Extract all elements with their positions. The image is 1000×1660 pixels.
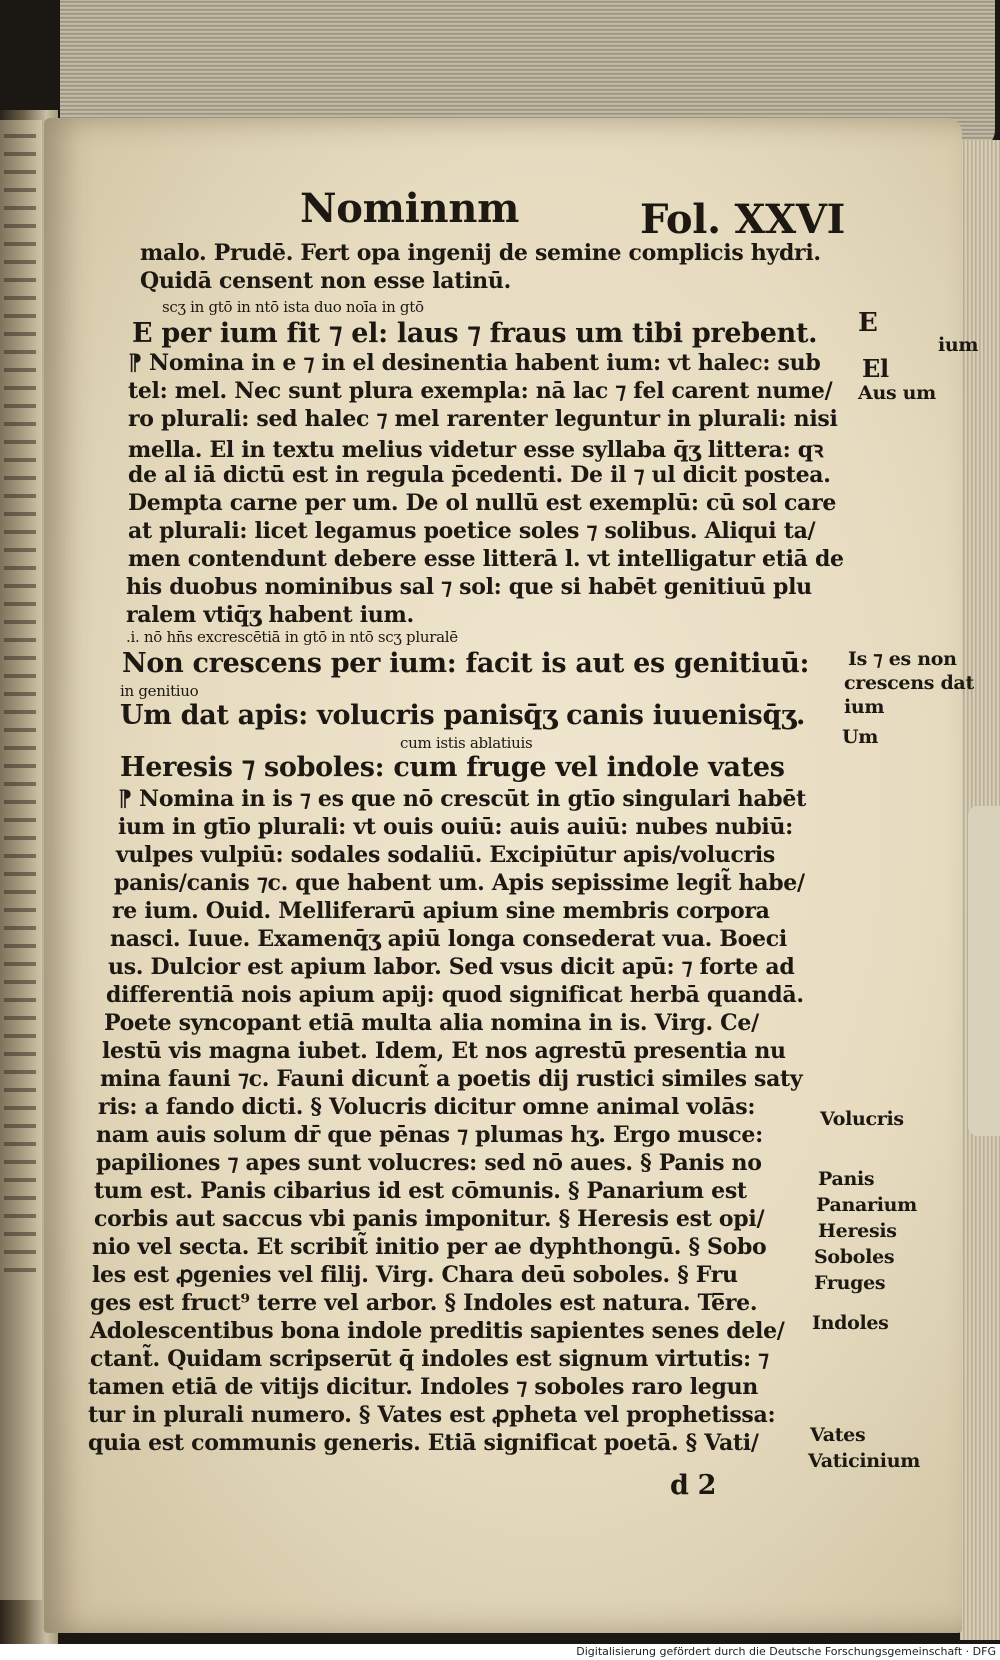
margin-note: ium: [844, 696, 885, 718]
text-line: ro plurali: sed halec ⁊ mel rarenter leguntur in plurali: nisi: [128, 406, 838, 432]
text-line: malo. Prudē. Fert opa ingenij de semine complicis hydri.: [140, 240, 821, 266]
margin-note: Indoles: [812, 1312, 889, 1334]
margin-note: Fruges: [814, 1272, 886, 1294]
text-line: ctant̃. Quidam scripserūt q̄ indoles est signum virtutis: ⁊: [90, 1346, 769, 1372]
text-line: us. Dulcior est apium labor. Sed vsus dicit apū: ⁊ forte ad: [108, 954, 795, 980]
text-line: Quidā censent non esse latinū.: [140, 268, 511, 294]
text-line: Adolescentibus bona indole preditis sapientes senes dele/: [90, 1318, 785, 1344]
gloss-line: in genitiuo: [120, 682, 199, 700]
text-line: tum est. Panis cibarius id est cōmunis. § Panarium est: [94, 1178, 747, 1204]
verse-line: Heresis ⁊ soboles: cum fruge vel indole vates: [120, 752, 785, 783]
text-line: de al iā dictū est in regula p̄cedenti. De il ⁊ ul dicit postea.: [128, 462, 831, 488]
left-page-edge: [0, 120, 42, 1600]
text-line: ralem vtiq̄ʒ habent ium.: [126, 602, 414, 628]
text-line: at plurali: licet legamus poetice soles ⁊ solibus. Aliqui ta/: [128, 518, 816, 544]
gloss-line: cum istis ablatiuis: [400, 734, 533, 752]
signature-mark: d 2: [670, 1470, 717, 1501]
text-line: differentiā nois apium apij: quod significat herbā quandā.: [106, 982, 804, 1008]
text-line: re ium. Ouid. Melliferarū apium sine membris corpora: [112, 898, 770, 924]
text-line: men contendunt debere esse litterā l. vt intelligatur etiā de: [128, 546, 844, 572]
gloss-line: scʒ in gtō in ntō ista duo noīa in gtō: [162, 298, 424, 316]
text-line: les est ꝓgenies vel filij. Virg. Chara deū soboles. § Fru: [92, 1262, 738, 1288]
verse-line: Um dat apis: volucris panisq̄ʒ canis iuuenisq̄ʒ.: [120, 700, 806, 731]
text-line: Dempta carne per um. De ol nullū est exemplū: cū sol care: [128, 490, 837, 516]
digitization-credit: Digitalisierung gefördert durch die Deutsche Forschungsgemeinschaft · DFG: [0, 1644, 1000, 1660]
margin-note: ium: [938, 334, 979, 356]
text-line: mina fauni ⁊c. Fauni dicunt̃ a poetis dij rustici similes saty: [100, 1066, 803, 1092]
folio-number: Fol. XXVI: [640, 196, 846, 243]
margin-note: Is ⁊ es non: [848, 648, 957, 670]
text-line: ium in gtīo plurali: vt ouis ouiū: auis auiū: nubes nubiū:: [118, 814, 793, 840]
margin-note: Aus um: [858, 382, 936, 404]
margin-note: Panarium: [816, 1194, 917, 1216]
text-line: nam auis solum dr̄ que pēnas ⁊ plumas hʒ. Ergo musce:: [96, 1122, 763, 1148]
text-line: ges est fruct⁹ terre vel arbor. § Indoles est natura. Te̅re.: [90, 1290, 758, 1316]
text-line: tel: mel. Nec sunt plura exempla: nā lac ⁊ fel carent nume/: [128, 378, 833, 404]
text-line: vulpes vulpiū: sodales sodaliū. Excipiūtur apis/volucris: [116, 842, 775, 868]
text-line: mella. El in textu melius videtur esse syllaba q̄ʒ littera: qꝛ: [128, 437, 823, 463]
running-title: Nominnm: [300, 185, 520, 232]
margin-note: crescens dat: [844, 672, 974, 694]
bookmark-tab: [968, 806, 1000, 1136]
text-line: papiliones ⁊ apes sunt volucres: sed nō aues. § Panis no: [96, 1150, 762, 1176]
text-line: ⁋ Nomina in is ⁊ es que nō crescūt in gtīo singulari habēt: [118, 786, 806, 812]
text-line: tamen etiā de vitijs dicitur. Indoles ⁊ soboles raro legun: [88, 1374, 758, 1400]
text-line: tur in plurali numero. § Vates est ꝓpheta vel prophetissa:: [88, 1402, 776, 1428]
margin-note: Um: [842, 726, 879, 748]
text-line: his duobus nominibus sal ⁊ sol: que si habēt genitiuū plu: [126, 574, 812, 600]
text-line: quia est communis generis. Etiā significat poetā. § Vati/: [88, 1430, 759, 1456]
text-line: nio vel secta. Et scribit̃ initio per ae dyphthongū. § Sobo: [92, 1234, 767, 1260]
text-line: corbis aut saccus vbi panis imponitur. § Heresis est opi/: [94, 1206, 765, 1232]
margin-note: E: [858, 308, 878, 338]
margin-note: Soboles: [814, 1246, 895, 1268]
margin-note: El: [862, 354, 889, 383]
margin-note: Heresis: [818, 1220, 897, 1242]
text-line: panis/canis ⁊c. que habent um. Apis sepissime legit̃ habe/: [114, 870, 805, 896]
text-line: Poete syncopant etiā multa alia nomina in is. Virg. Ce/: [104, 1010, 759, 1036]
text-line: ris: a fando dicti. § Volucris dicitur omne animal volās:: [98, 1094, 756, 1120]
margin-note: Panis: [818, 1168, 875, 1190]
verse-line: E per ium fit ⁊ el: laus ⁊ fraus um tibi prebent.: [132, 318, 818, 349]
margin-note: Vaticinium: [808, 1450, 921, 1472]
margin-note: Volucris: [820, 1108, 904, 1130]
text-line: nasci. Iuue. Examenq̄ʒ apiū longa consederat vua. Boeci: [110, 926, 787, 952]
text-line: ⁋ Nomina in e ⁊ in el desinentia habent ium: vt halec: sub: [128, 350, 821, 376]
gloss-line: .i. nō hn̄s excrescētiā in gtō in ntō scʒ pluralē: [126, 628, 458, 646]
verse-line: Non crescens per ium: facit is aut es genitiuū:: [122, 648, 810, 679]
text-line: lestū vis magna iubet. Idem, Et nos agrestū presentia nu: [102, 1038, 786, 1064]
margin-note: Vates: [810, 1424, 866, 1446]
